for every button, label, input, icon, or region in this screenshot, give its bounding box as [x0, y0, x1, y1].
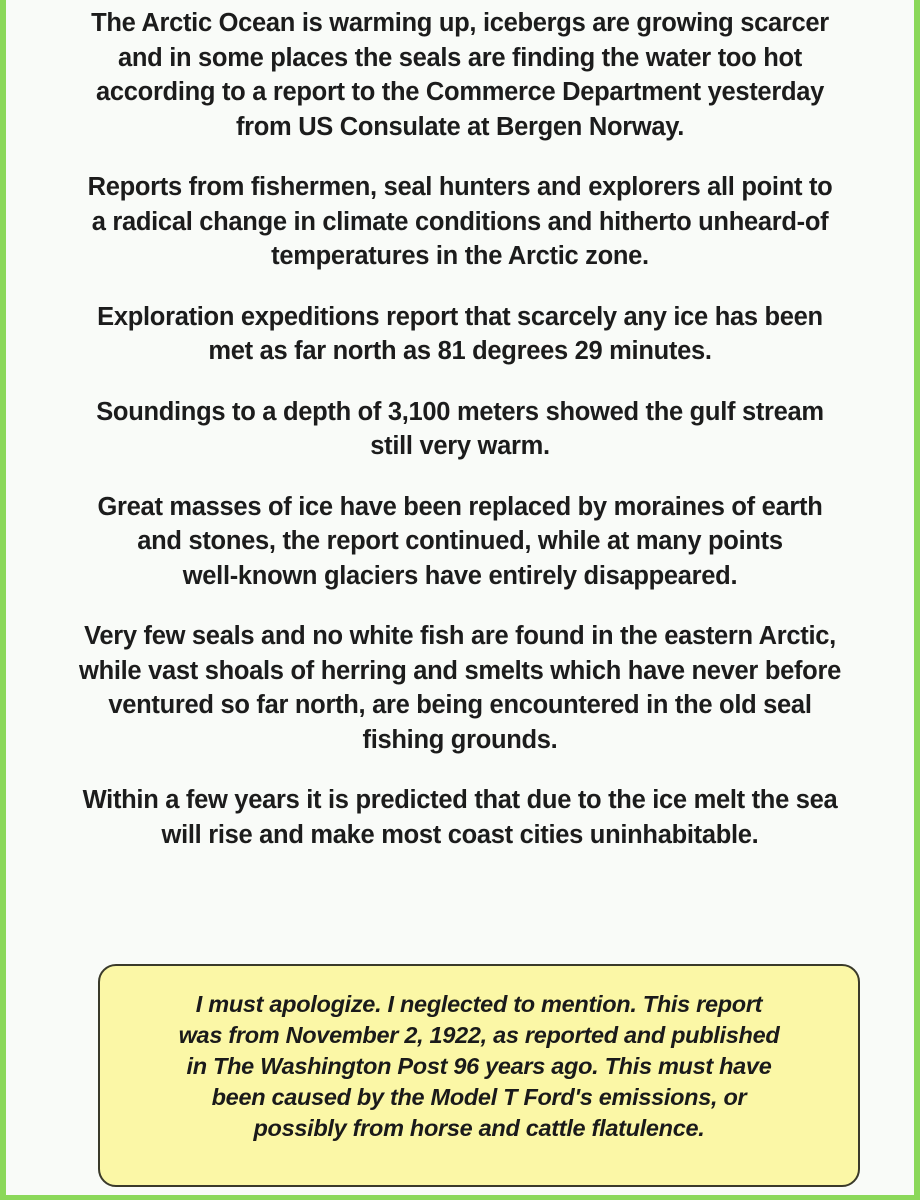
text-line: Soundings to a depth of 3,100 meters showed the gulf stream	[96, 397, 824, 426]
text-line: temperatures in the Arctic zone.	[271, 242, 649, 270]
paragraph-reports	[6, 170, 914, 274]
article-body	[6, 0, 914, 878]
text-line: met as far north as 81 degrees 29 minutes.	[208, 337, 712, 365]
text-line: ventured so far north, are being encountered in the old seal	[108, 691, 812, 719]
text-line: a radical change in climate conditions and hitherto unheard-of	[91, 207, 829, 236]
apology-note-box	[98, 964, 860, 1187]
text-line: fishing grounds.	[362, 725, 558, 754]
text-line: according to a report to the Commerce Department yesterday	[96, 78, 824, 106]
text-line: well-known glaciers have entirely disappeared.	[182, 561, 738, 590]
text-line: Reports from fishermen, seal hunters and explorers all point to	[87, 173, 833, 201]
note-line: been caused by the Model T Ford's emissions, or	[211, 1084, 747, 1110]
text-line: Great masses of ice have been replaced by moraines of earth	[97, 492, 823, 521]
text-line: and in some places the seals are finding the water too hot	[117, 43, 802, 72]
paragraph-expeditions	[6, 300, 914, 369]
text-line: The Arctic Ocean is warming up, icebergs are growing scarcer	[91, 9, 829, 37]
text-line: Within a few years it is predicted that due to the ice melt the sea	[82, 786, 838, 814]
text-line: from US Consulate at Bergen Norway.	[235, 112, 685, 141]
paragraph-soundings	[6, 395, 914, 464]
paragraph-arctic-warming	[6, 6, 914, 144]
text-line: will rise and make most coast cities uninhabitable.	[161, 820, 759, 849]
paragraph-sea-rise	[6, 783, 914, 852]
note-line: I must apologize. I neglected to mention. This report	[195, 991, 763, 1017]
note-line: was from November 2, 1922, as reported and published	[178, 1022, 780, 1048]
paragraph-glaciers	[6, 490, 914, 594]
paragraph-seals-fish	[6, 619, 914, 757]
text-line: Very few seals and no white fish are found in the eastern Arctic,	[84, 622, 836, 650]
text-line: while vast shoals of herring and smelts which have never before	[79, 656, 841, 685]
text-line: still very warm.	[370, 432, 550, 460]
text-line: Exploration expeditions report that scarcely any ice has been	[97, 302, 823, 331]
note-line: possibly from horse and cattle flatulence.	[253, 1115, 705, 1141]
note-line: in The Washington Post 96 years ago. This must have	[186, 1053, 772, 1079]
text-line: and stones, the report continued, while at many points	[137, 527, 783, 555]
